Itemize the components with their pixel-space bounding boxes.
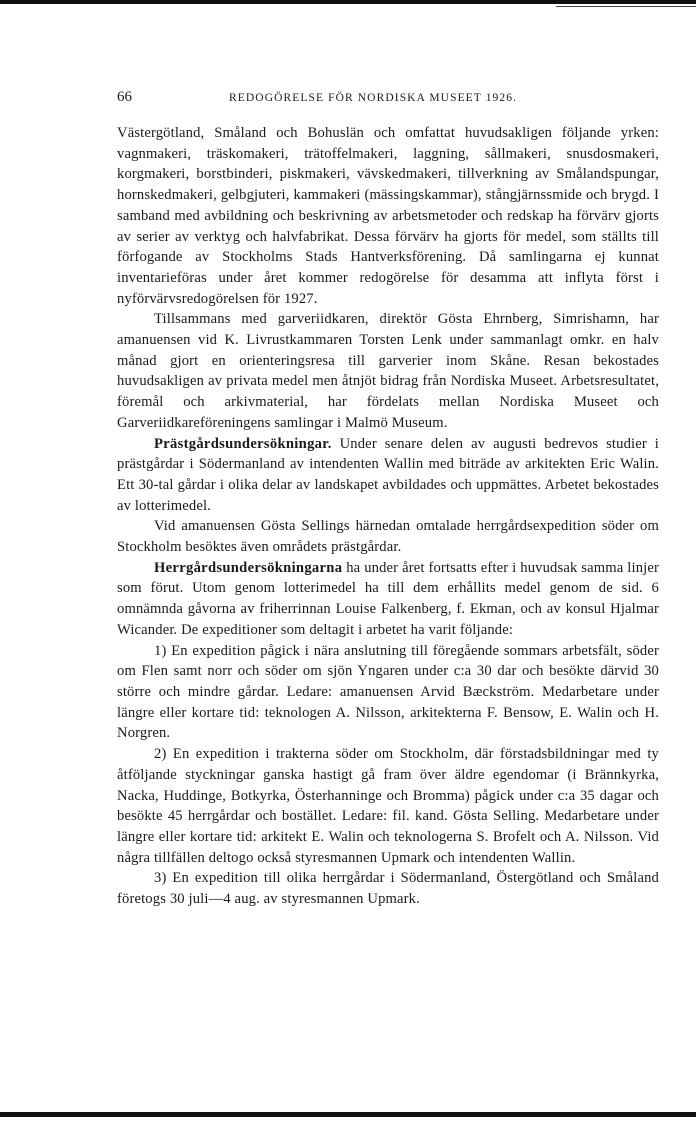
paragraph bbox=[117, 309, 659, 433]
paragraph-text: 2) En expedition i trakterna söder om Stockholm, där förstadsbildningar med ty åtföljande styckningar ganska hastigt gå fram över äldre egendomar (i Brännkyrka, Nacka, Huddinge, Botkyrka, Österhanninge och Bromma) pågick under c:a 35 dagar och besökte 45 herrgårdar och bostället. Ledare: fil. kand. Gösta Selling. Medarbetare under längre eller kortare tid: arkitekt E. Walin och teknologerna S. Brofelt och A. Nilsson. Vid några tillfällen deltogo också styresmannen Upmark och intendenten Wallin. bbox=[117, 746, 659, 866]
bottom-edge-rule bbox=[0, 1112, 696, 1117]
paragraph bbox=[117, 641, 659, 745]
paragraph-text: ha under året fortsatts efter i huvudsak samma linjer som förut. Utom genom lotterimedel ha till dem erhållits medel genom de sid. 6 omnämnda gåvorna av friherrinnan Louise Falkenberg, f. Ekman, och av konsul Hjalmar Wicander. De expeditioner som deltagit i arbetet ha varit följande: bbox=[117, 559, 659, 638]
paragraph-text: Västergötland, Småland och Bohuslän och omfattat huvudsakligen följande yrken: vagnmakeri, träskomakeri, trätoffelmakeri, laggning, sållmakeri, snusdosmakeri, korgmakeri, borstbinderi, piskmakeri, vävskedmakeri, tillverkning av Smålandspungar, hornskedmakeri, gelbgjuteri, kammakeri (mässingskammar), stångjärnssmide och brygd. I samband med avbildning och beskrivning av arbetsmetoder och redskap ha förvärv gjorts av serier av verktyg och halvfabrikat. Dessa förvärv ha gjorts för medel, som ställts till förfogande av Stockholms Stads Hantverksförening. Då samlingarna ej kunnat inventarieföras under året kommer redogörelse för desamma att inflyta först i nyförvärvsredogörelsen för 1927. bbox=[117, 125, 659, 307]
paragraph-text: 1) En expedition pågick i nära anslutning till föregående sommars arbetsfält, söder om Flen samt norr och söder om sjön Yngaren under c:a 30 dar och besökte därvid 30 större och mindre gårdar. Ledare: amanuensen Arvid Bæckström. Medarbetare under längre eller kortare tid: teknologen A. Nilsson, arkitekterna F. Bensow, E. Walin och H. Norgren. bbox=[117, 642, 659, 742]
paragraph bbox=[117, 123, 659, 309]
section-heading: Prästgårdsundersökningar. bbox=[154, 435, 332, 452]
paragraph bbox=[117, 744, 659, 868]
document-page bbox=[117, 89, 659, 910]
paragraph bbox=[117, 868, 659, 909]
paragraph-text: Tillsammans med garveriidkaren, direktör Gösta Ehrnberg, Simrishamn, har amanuensen vid K. Livrustkammaren Torsten Lenk under sammanlagt omkr. en halv månad gjort en orienteringsresa till garverier inom Skåne. Resan bekostades huvudsakligen av privata medel men åtnjöt bidrag från Nordiska Museet. Arbetsresultatet, föremål och arkivmaterial, har fördelats mellan Nordiska Museet och Garveriidkareföreningens samlingar i Malmö Museum. bbox=[117, 311, 659, 431]
section-heading: Herrgårdsundersökningarna bbox=[154, 559, 343, 576]
top-edge-rule bbox=[0, 0, 696, 4]
paragraph bbox=[117, 434, 659, 517]
body-text bbox=[117, 123, 659, 910]
paragraph-text: Vid amanuensen Gösta Sellings härnedan omtalade herrgårdsexpedition söder om Stockholm besöktes även områdets prästgårdar. bbox=[117, 518, 659, 556]
paragraph bbox=[117, 516, 659, 557]
paragraph bbox=[117, 558, 659, 641]
page-header bbox=[117, 89, 659, 111]
paragraph-text: Under senare delen av augusti bedrevos studier i prästgårdar i Södermanland av intendenten Wallin med biträde av arkitekten Eric Walin. Ett 30-tal gårdar i olika delar av landskapet avbildades och uppmättes. Arbetet bekostades av lotterimedel. bbox=[117, 435, 659, 514]
top-thin-rule bbox=[556, 6, 696, 7]
page-number: 66 bbox=[117, 89, 132, 105]
running-head: REDOGÖRELSE FÖR NORDISKA MUSEET 1926. bbox=[229, 92, 518, 104]
paragraph-text: 3) En expedition till olika herrgårdar i Södermanland, Östergötland och Småland företogs 30 juli—4 aug. av styresmannen Upmark. bbox=[117, 870, 659, 908]
